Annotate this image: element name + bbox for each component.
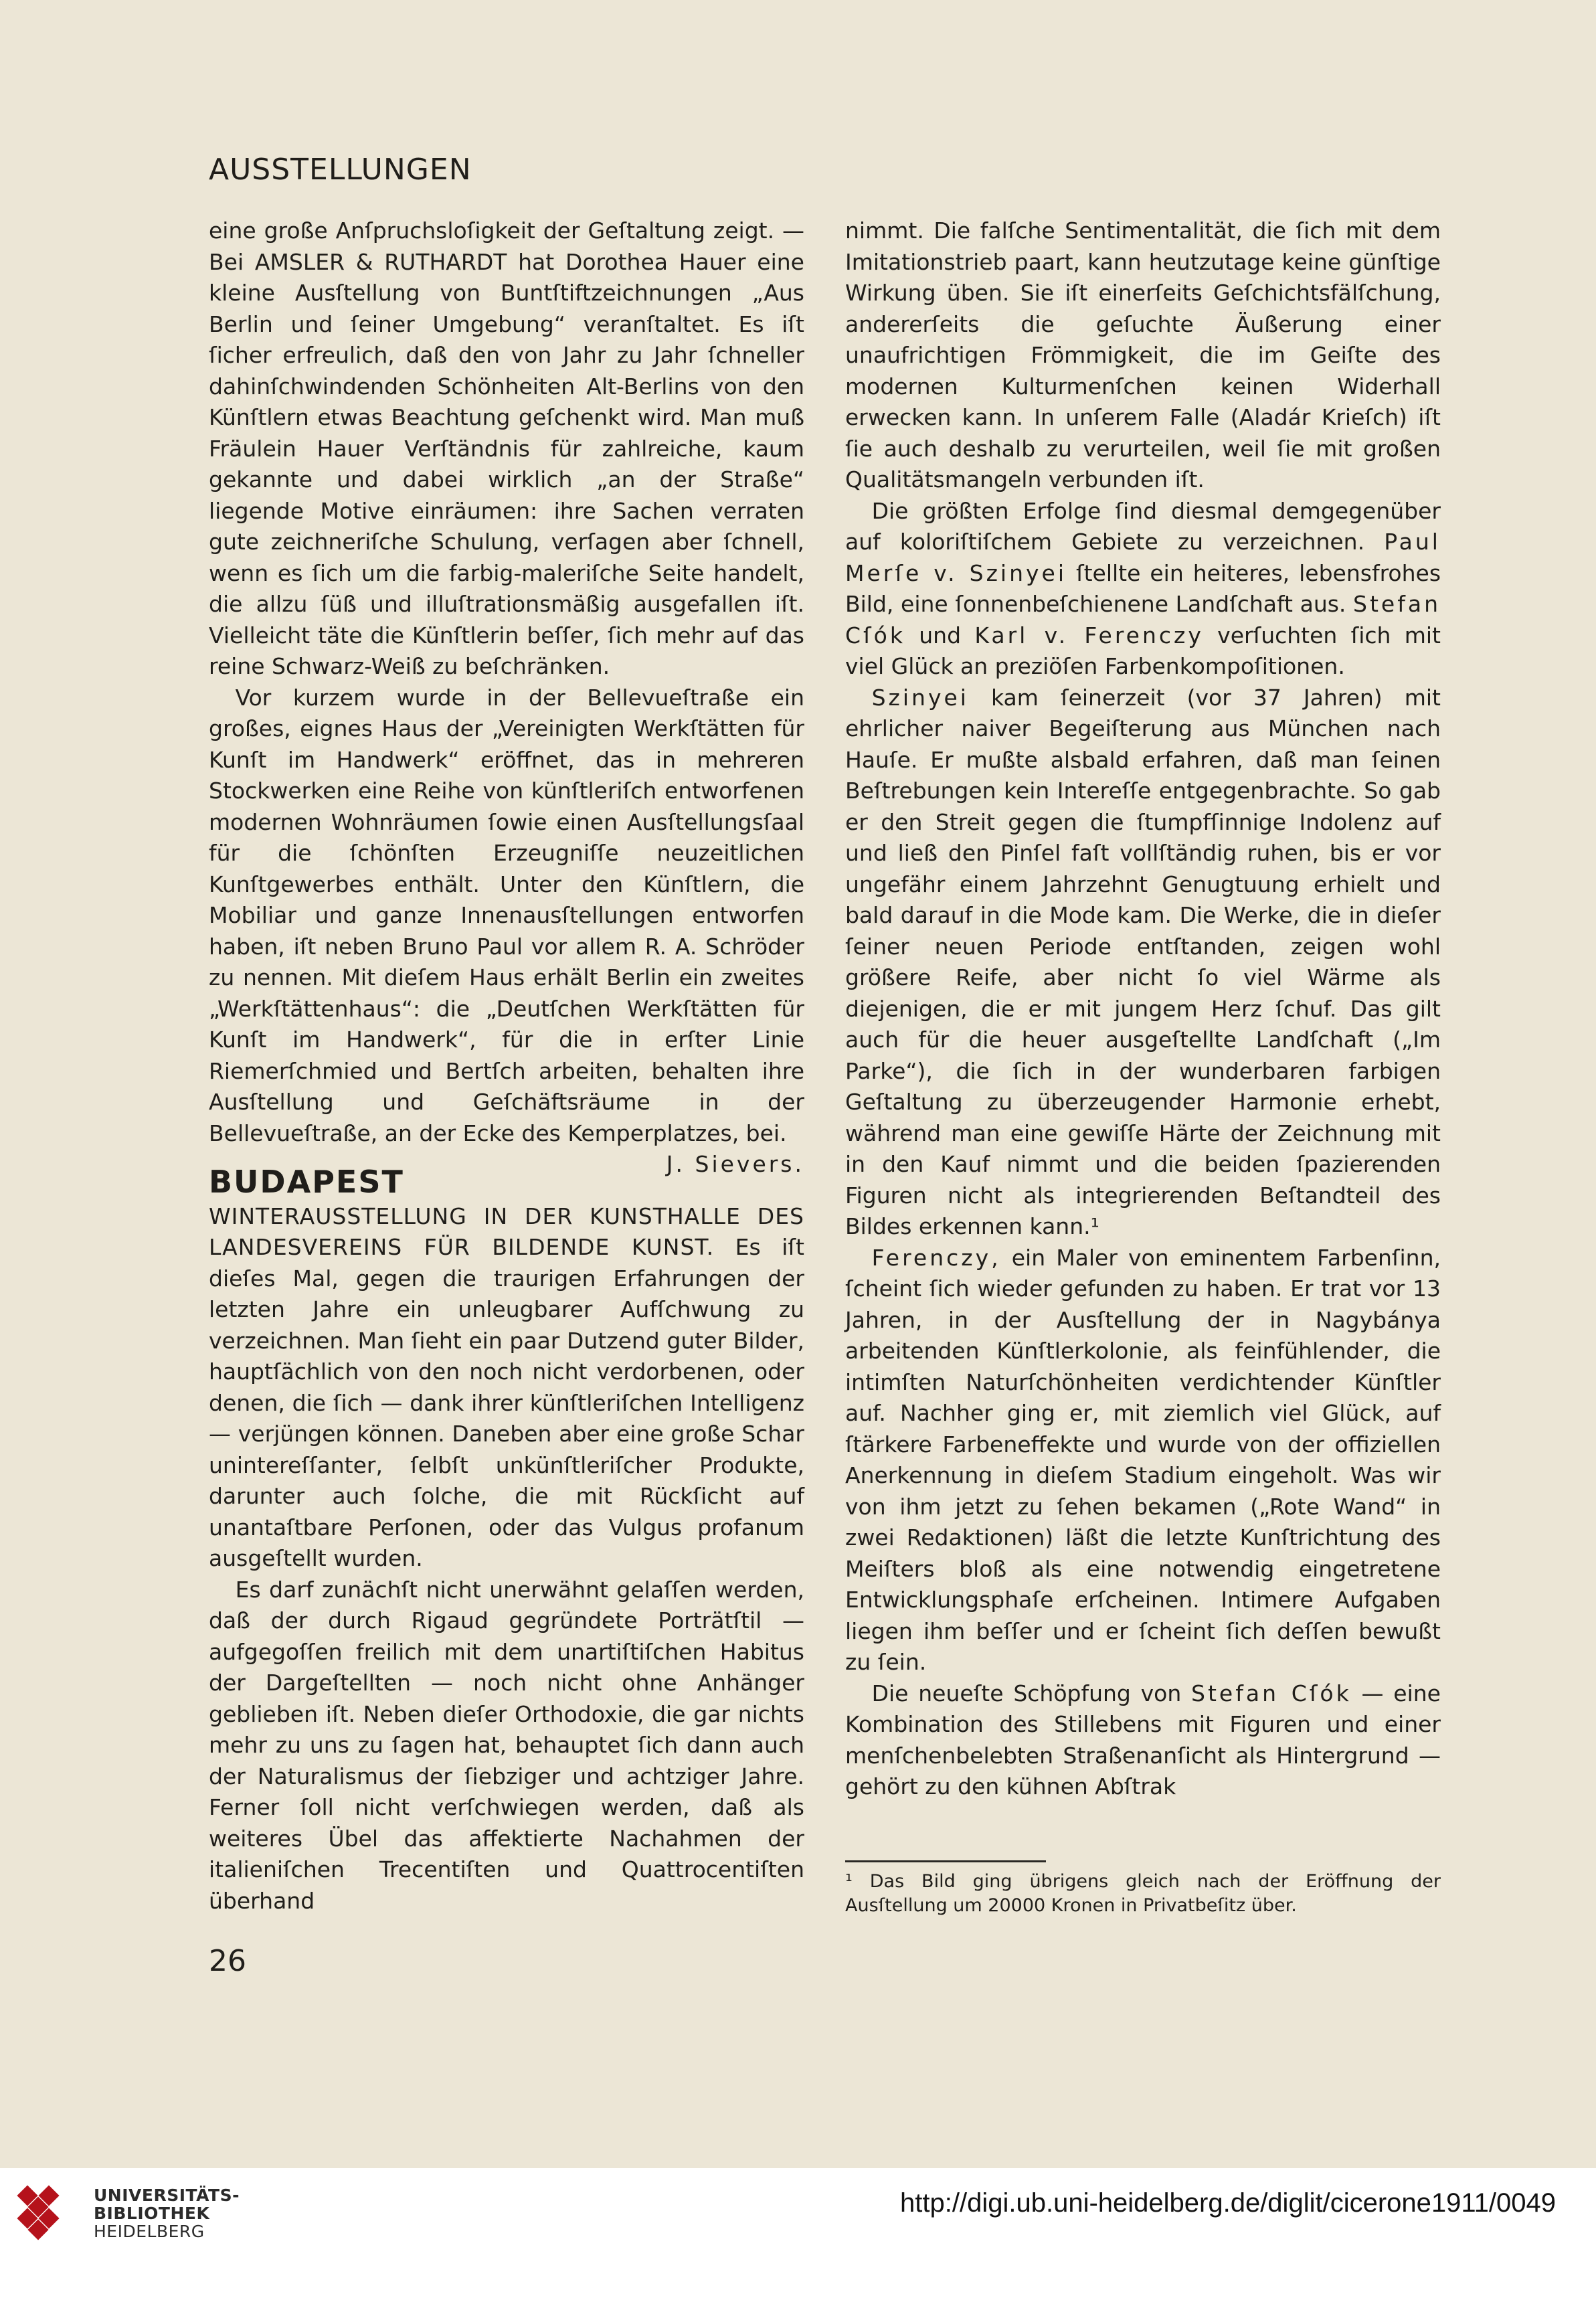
paragraph-7 <box>845 683 1441 1243</box>
running-head: AUSSTELLUNGEN <box>209 153 472 187</box>
section-heading <box>209 1166 804 1575</box>
section-subtitle: WINTERAUSSTELLUNG IN DER KUNSTHALLE DES LANDESVEREINS FÜR BILDENDE KUNST. <box>209 1203 804 1260</box>
right-column <box>845 215 1441 1803</box>
library-logo-icon <box>15 2182 82 2248</box>
paragraph-1: eine große Anſpruchsloſigkeit der Geſtaltung zeigt. — Bei AMSLER & RUTHARDT hat Dorothea Hauer eine kleine Ausſtellung von Buntſtiftzeichnungen „Aus Berlin und ſeiner Umgebung“ veranſtaltet. Es iſt ſicher erfreulich, daß den von Jahr zu Jahr ſchneller dahinſchwindenden Schönheiten Alt-Berlins von den Künſtlern etwas Beachtung geſchenkt wird. Man muß Fräulein Hauer Verſtändnis für zahlreiche, kaum gekannte und dabei wirklich „an der Straße“ liegende Motive einräumen: ihre Sachen verraten gute zeichneriſche Schulung, verſagen aber ſchnell, wenn es ſich um die farbig-maleriſche Seite handelt, die allzu ſüß und illuſtrationsmäßig ausgefallen iſt. Vielleicht täte die Künſtlerin beſſer, ſich mehr auf das reine Schwarz-Weiß zu beſchränken. <box>209 217 804 679</box>
library-name-line-3: HEIDELBERG <box>94 2222 205 2241</box>
paragraph-9-text-a: Die neueſte Schöpfung von <box>871 1680 1182 1706</box>
footnote: ¹ Das Bild ging übrigens gleich nach der Eröffnung der Ausſtellung um 20000 Kronen in Privatbeſitz über. <box>845 1871 1441 1916</box>
paragraph-4: Es darf zunächſt nicht unerwähnt gelaſſen werden, daß der durch Rigaud gegründete Porträtſtil — aufgegoſſen freilich mit dem unartiſtiſchen Habitus der Dargeſtellten — noch nicht ohne Anhänger geblieben iſt. Neben dieſer Orthodoxie, die gar nichts mehr zu uns zu ſagen hat, behauptet ſich dann auch der Naturalismus der ſiebziger und achtziger Jahre. Ferner ſoll nicht verſchwiegen werden, daß als weiteres Übel das affektierte Nachahmen der italieniſchen Trecentiſten und Quattrocentiſten überhand <box>209 1576 804 1914</box>
paragraph-7-text: kam ſeinerzeit (vor 37 Jahren) mit ehrlicher naiver Begeiſterung aus München nach Hauſe. Er mußte alsbald erfahren, daß man ſeinen Beſtrebungen kein Intereſſe entgegenbrachte. So gab er den Streit gegen die ſtumpfſinnige Indolenz auf und ließ den Pinſel faſt vollſtändig ruhen, bis er vor ungefähr einem Jahrzehnt Genugtuung erhielt und bald darauf in die Mode kam. Die Werke, die in dieſer ſeiner neuen Periode entſtanden, zeigen wohl größere Reife, aber nicht ſo viel Wärme als diejenigen, die er mit jungem Herz ſchuf. Das gilt auch für die heuer ausgeſtellte Landſchaft („Im Parke“), die ſich in der wunderbaren farbigen Geſtaltung zu überzeugender Harmonie erhebt, während man eine gewiſſe Härte der Zeichnung mit in den Kauf nimmt und die beiden ſpazierenden Figuren nicht als integrierenden Beſtandteil des Bildes erkennen kann.¹ <box>845 684 1441 1239</box>
artist-name: Stefan Cſók <box>1191 1680 1352 1706</box>
author-signature: J. Sievers. <box>666 1151 804 1177</box>
paragraph-6-text-b: ſtellte ein heiteres, lebensfrohes Bild, eine ſonnenbeſchienene Landſchaft aus. <box>845 559 1441 617</box>
paragraph-2-text: Vor kurzem wurde in der Bellevueſtraße ein großes, eignes Haus der „Vereinigten Werkſtätten für Kunſt im Handwerk“ eröffnet, das in mehreren Stockwerken eine Reihe von künſtleriſch entworfenen modernen Wohnräumen ſowie einen Ausſtellungsſaal für die ſchönſten Erzeugniſſe neuzeitlichen Kunſtgewerbes enthält. Unter den Künſtlern, die Mobiliar und ganze Innenausſtellungen entworfen haben, iſt neben Bruno Paul vor allem R. A. Schröder zu nennen. Mit dieſem Haus erhält Berlin ein zweites „Werkſtättenhaus“: die „Deutſchen Werkſtätten für Kunſt im Handwerk“, für die in erſter Linie Riemerſchmied und Bertſch arbeiten, behalten ihre Ausſtellung und Geſchäftsräume in der Bellevueſtraße, an der Ecke des Kemperplatzes, bei. <box>209 684 804 1146</box>
library-name-line-1: UNIVERSITÄTS- <box>94 2186 240 2205</box>
paragraph-6-text-c: und <box>919 622 962 648</box>
library-name <box>94 2186 240 2240</box>
left-column <box>209 215 804 1917</box>
page-number: 26 <box>209 1944 246 1978</box>
paragraph-3: Es iſt dieſes Mal, gegen die traurigen Erfahrungen der letzten Jahre ein unleugbarer Aufſchwung zu verzeichnen. Man ſieht ein paar Dutzend guter Bilder, hauptſächlich von den noch nicht verdorbenen, oder denen, die ſich — dank ihrer künſtleriſchen Intelligenz — verjüngen können. Daneben aber eine große Schar unintereſſanter, ſelbſt unkünſtleriſcher Produkte, darunter auch ſolche, die mit Rückſicht auf unantaſtbare Perſonen, oder das Vulgus profanum ausgeſtellt wurden. <box>209 1234 804 1571</box>
paragraph-2 <box>209 683 804 1177</box>
artist-name-csok: Stefan Cſók <box>845 591 1441 648</box>
source-url-link[interactable]: http://digi.ub.uni-heidelberg.de/diglit/cicerone1911/0049 <box>900 2188 1556 2218</box>
paragraph-6-text-a: Die größten Erfolge ſind diesmal demgegenüber auf koloriſtiſchem Gebiete zu verzeichnen. <box>845 497 1441 555</box>
paragraph-8 <box>845 1243 1441 1678</box>
paragraph-5: nimmt. Die falſche Sentimentalität, die ſich mit dem Imitationstrieb paart, kann heutzutage keine günſtige Wirkung üben. Sie iſt einerſeits Geſchichtsfälſchung, andererſeits die geſuchte Äußerung einer unaufrichtigen Frömmigkeit, die im Geiſte des modernen Kulturmenſchen keinen Widerhall erwecken kann. In unſerem Falle (Aladár Krieſch) iſt ſie auch deshalb zu verurteilen, weil ſie mit großen Qualitätsmangeln verbunden iſt. <box>845 217 1441 493</box>
paragraph-6-text-d: verſuchten ſich mit viel Glück an preziöſen Farbenkompoſitionen. <box>845 622 1441 679</box>
paragraph-9 <box>845 1678 1441 1803</box>
footnote-rule <box>845 1860 1046 1862</box>
artist-name: Ferenczy, <box>871 1244 1001 1271</box>
paragraph-8-text: ein Maler von eminentem Farbenſinn, ſcheint ſich wieder gefunden zu haben. Er trat vor 13 Jahren, in der Ausſtellung der in Nagybánya arbeitenden Künſtlerkolonie, als feinfühlender, die intimſten Naturſchönheiten verdichtender Künſtler auf. Nachher ging er, mit ziemlich viel Glück, auf ſtärkere Farbeneffekte und wurde von der offiziellen Anerkennung in dieſem Stadium eingeholt. Was wir von ihm jetzt zu ſehen bekamen („Rote Wand“ in zwei Redaktionen) läßt die letzte Kunſtrichtung des Meiſters bloß als eine notwendig eingetretene Entwicklungsphaſe erſcheinen. Intimere Aufgaben liegen ihm beſſer und er ſcheint ſich deſſen bewußt zu ſein. <box>845 1244 1441 1675</box>
paragraph-9-text-b: — eine Kombination des Stillebens mit Figuren und einer menſchenbelebten Straßenanſicht als Hintergrund — gehört zu den kühnen Abſtrak <box>845 1680 1441 1799</box>
artist-name-szinyei: Paul Merſe v. Szinyei <box>845 529 1441 586</box>
section-title: BUDAPEST <box>209 1164 404 1200</box>
library-name-line-2: BIBLIOTHEK <box>94 2204 210 2223</box>
artist-name-ferenczy: Karl v. Ferenczy <box>974 622 1204 648</box>
paragraph-6 <box>845 496 1441 683</box>
artist-name: Szinyei <box>871 684 969 711</box>
